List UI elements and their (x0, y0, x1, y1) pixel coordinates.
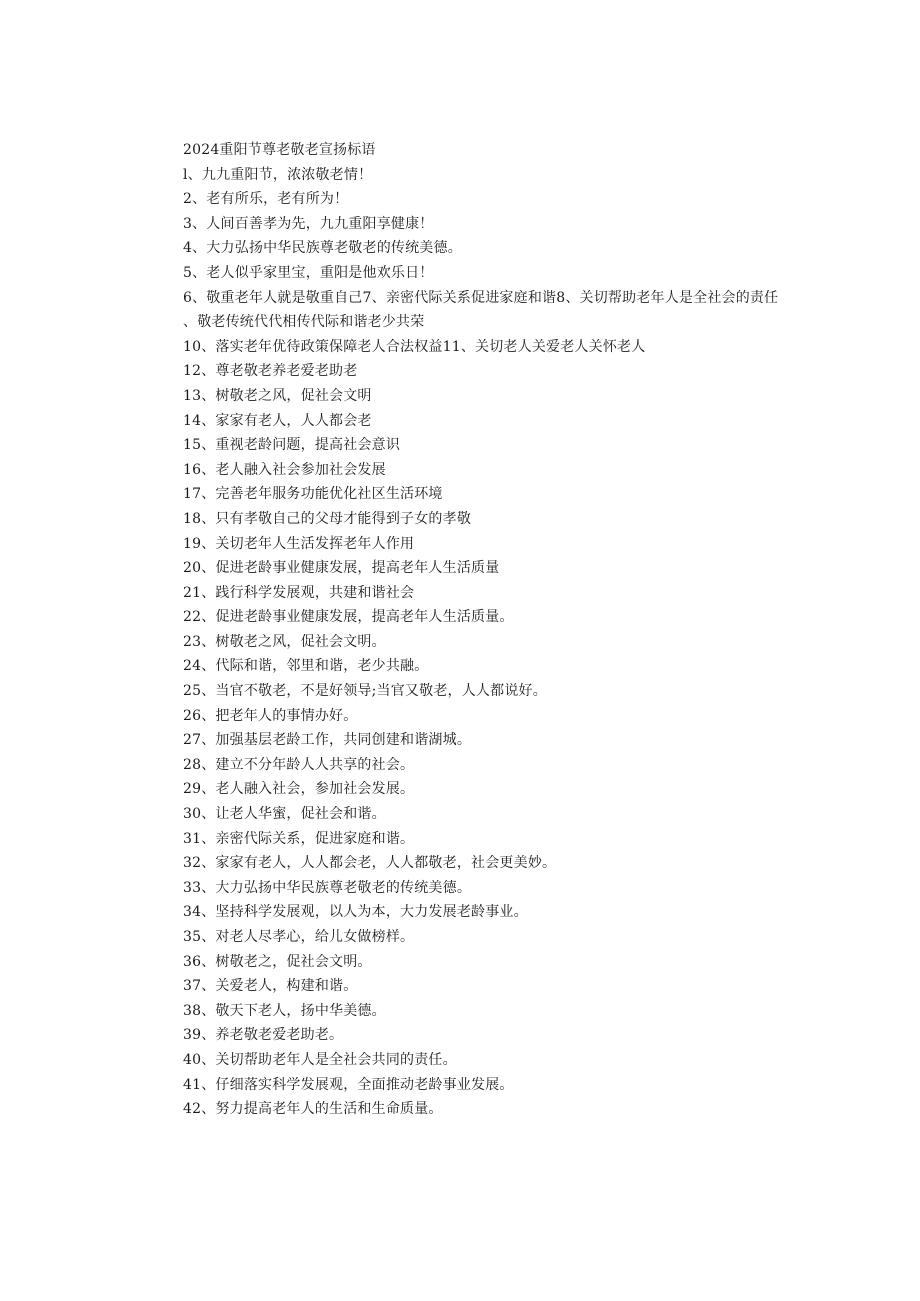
slogan-line: 15、重视老龄问题，提高社会意识 (183, 437, 401, 454)
slogan-line: 31、亲密代际关系，促进家庭和谐。 (183, 830, 415, 847)
document-title: 2024重阳节尊老敬老宣扬标语 (183, 142, 376, 158)
slogan-line: 16、老人融入社会参加社会发展 (183, 461, 386, 478)
slogan-line: 5、老人似乎家里宝，重阳是他欢乐日！ (183, 264, 434, 281)
slogan-line: 38、敬天下老人，扬中华美德。 (183, 1002, 386, 1019)
slogan-line: 28、建立不分年龄人人共享的社会。 (183, 756, 415, 773)
slogan-line: 32、家家有老人，人人都会老，人人都敬老，社会更美妙。 (183, 855, 557, 872)
slogan-line: 35、对老人尽孝心，给儿女做榜样。 (183, 929, 415, 945)
slogan-line: 20、促进老龄事业健康发展，提高老年人生活质量 (183, 560, 500, 577)
document-body (140, 138, 790, 1122)
slogan-line: 41、仔细落实科学发展观，全面推动老龄事业发展。 (183, 1076, 514, 1093)
slogan-line: 30、让老人华蜜，促社会和谐。 (183, 806, 386, 823)
slogan-line: 4、大力弘扬中华民族尊老敬老的传统美德。 (183, 240, 462, 257)
slogan-line: 29、老人融入社会，参加社会发展。 (183, 781, 415, 798)
slogan-line: 39、养老敬老爱老助老。 (183, 1027, 344, 1044)
slogan-line: 24、代际和谐，邻里和谐，老少共融。 (183, 658, 429, 675)
slogan-line: 23、树敬老之风，促社会文明。 (183, 633, 386, 650)
slogan-line: 10、落实老年优待政策保障老人合法权益11、关切老人关爱老人关怀老人 (183, 338, 646, 355)
slogan-line: 22、促进老龄事业健康发展，提高老年人生活质量。 (183, 609, 514, 626)
slogan-line: 42、努力提高老年人的生活和生命质量。 (183, 1101, 443, 1118)
slogan-line: 37、关爱老人，构建和谐。 (183, 978, 358, 995)
slogan-line: 36、树敬老之，促社会文明。 (183, 953, 372, 970)
slogan-line: l、九九重阳节，浓浓敬老情！ (183, 166, 373, 183)
slogan-line: 19、关切老年人生活发挥老年人作用 (183, 535, 415, 552)
slogan-line: 13、树敬老之风，促社会文明 (183, 387, 372, 404)
slogan-line: 18、只有孝敬自己的父母才能得到子女的孝敬 (183, 510, 472, 527)
slogan-line: 14、家家有老人，人人都会老 (183, 412, 372, 429)
slogan-line: 6、敬重老年人就是敬重自己7、亲密代际关系促进家庭和谐8、关切帮助老年人是全社会的责任 (183, 289, 779, 306)
slogan-line: 2、老有所乐，老有所为！ (183, 191, 349, 208)
slogan-line: 27、加强基层老龄工作，共同创建和谐湖城。 (183, 732, 472, 749)
slogan-line: 34、坚持科学发展观，以人为本，大力发展老龄事业。 (183, 904, 528, 921)
slogan-line: 26、把老年人的事情办好。 (183, 707, 358, 724)
slogan-line: 3、人间百善孝为先，九九重阳享健康！ (183, 215, 434, 232)
slogan-line: 、敬老传统代代相传代际和谐老少共荣 (183, 314, 425, 331)
slogan-line: 40、关切帮助老年人是全社会共同的责任。 (183, 1051, 457, 1068)
slogan-line: 12、尊老敬老养老爱老助老 (183, 363, 358, 380)
slogan-line: 17、完善老年服务功能优化社区生活环境 (183, 486, 443, 503)
slogan-list (140, 163, 790, 1122)
slogan-line: 21、践行科学发展观，共建和谐社会 (183, 584, 415, 601)
slogan-line: 33、大力弘扬中华民族尊老敬老的传统美德。 (183, 879, 472, 896)
slogan-line: 25、当官不敬老，不是好领导;当官又敬老，人人都说好。 (183, 683, 547, 700)
